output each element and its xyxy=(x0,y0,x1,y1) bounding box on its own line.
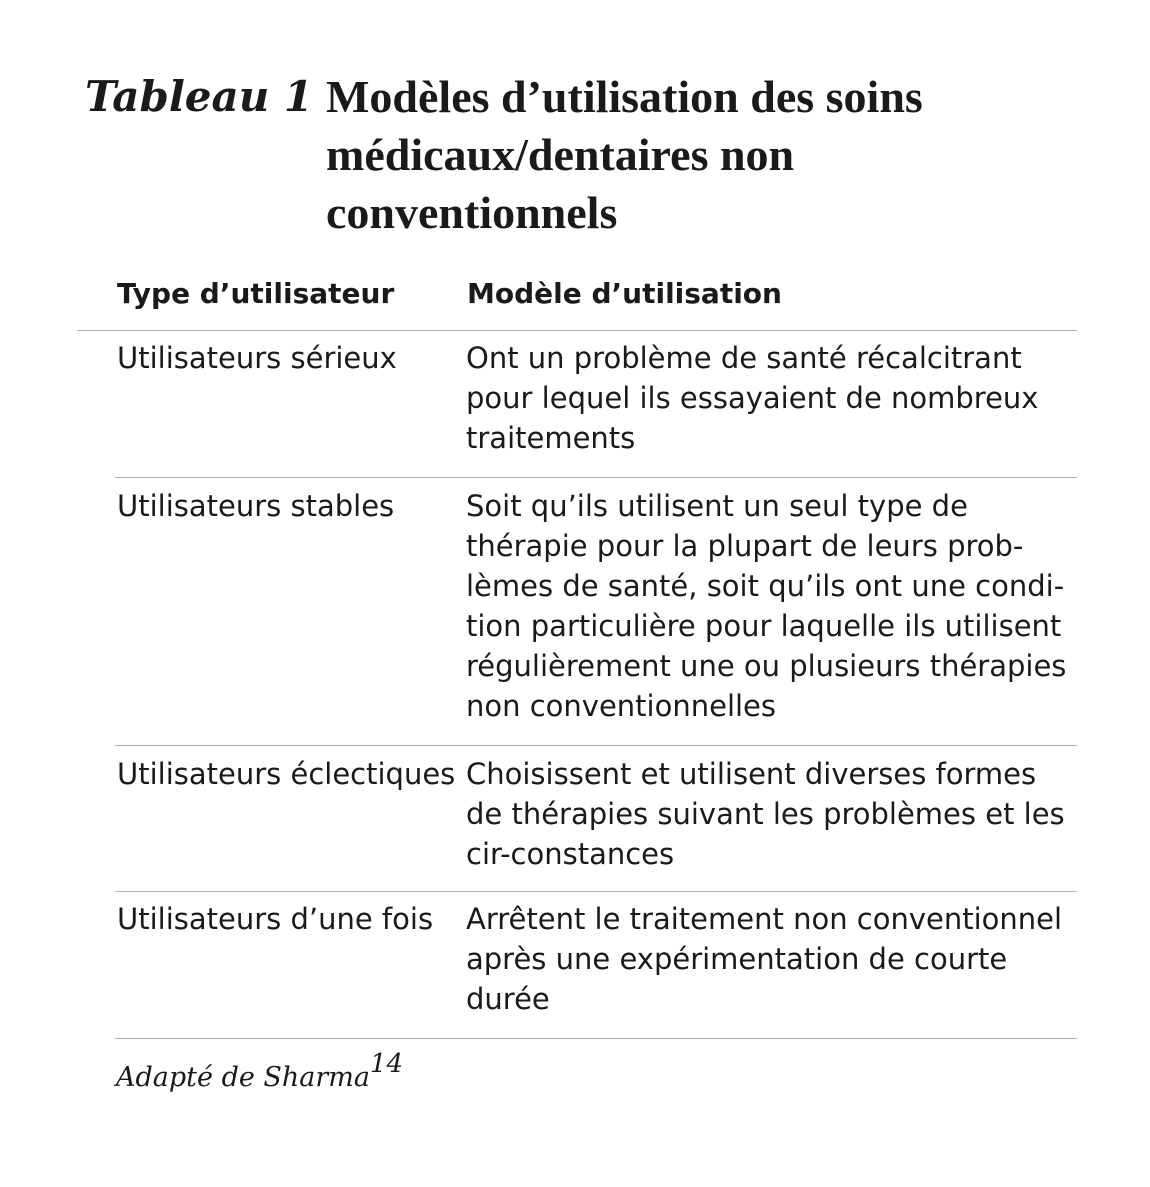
footnote-text: Adapté de Sharma xyxy=(116,1062,371,1093)
user-type-cell: Utilisateurs stables xyxy=(117,489,395,523)
table-bottom-rule xyxy=(115,1038,1077,1039)
user-type-cell: Utilisateurs éclectiques xyxy=(117,757,456,791)
usage-pattern-cell: Arrêtent le traitement non conventionnel après une expérimentation de courte durée xyxy=(466,902,1063,1016)
source-footnote xyxy=(116,1049,404,1100)
row-divider xyxy=(115,477,1077,478)
header-divider xyxy=(77,330,1077,331)
usage-pattern-cell: Soit qu’ils utilisent un seul type de thérapie pour la plupart de leurs prob-lèmes de santé, soit qu’ils ont une condi-tion particulière pour laquelle ils utilisent régulièrement une ou plusieurs thérapies non conventionnelles xyxy=(466,489,1067,723)
row-divider xyxy=(115,891,1077,892)
table-title: Modèles d’utilisation des soins médicaux/dentaires non conventionnels xyxy=(326,71,923,238)
footnote-reference: 14 xyxy=(370,1049,404,1079)
table-label: Tableau 1 xyxy=(85,72,314,121)
user-type-cell: Utilisateurs d’une fois xyxy=(117,902,434,936)
user-type-cell: Utilisateurs sérieux xyxy=(117,341,397,375)
column-header-user-type: Type d’utilisateur xyxy=(117,277,395,310)
column-header-usage-pattern: Modèle d’utilisation xyxy=(467,277,782,310)
usage-pattern-cell: Choisissent et utilisent diverses formes de thérapies suivant les problèmes et les cir-constances xyxy=(466,757,1065,871)
usage-pattern-cell: Ont un problème de santé récalcitrant pour lequel ils essayaient de nombreux traitements xyxy=(466,341,1039,455)
row-divider xyxy=(115,745,1077,746)
